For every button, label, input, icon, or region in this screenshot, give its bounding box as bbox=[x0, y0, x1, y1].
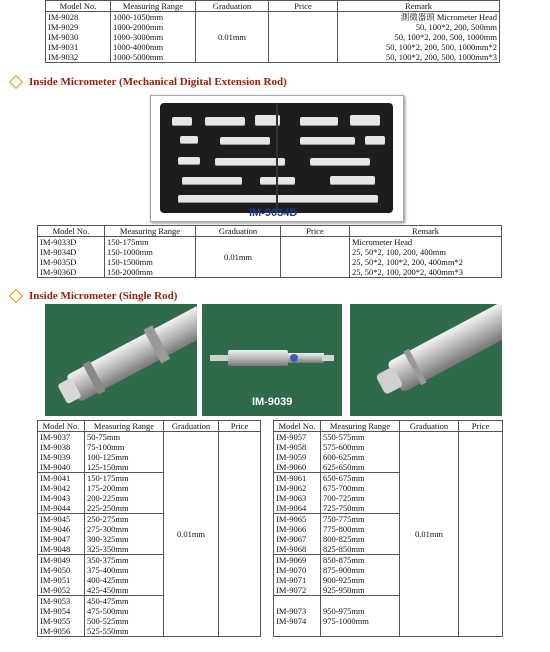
model-no: IM-9028 bbox=[48, 12, 79, 22]
range-value: 175-200mm bbox=[87, 483, 129, 493]
model-group bbox=[274, 555, 321, 596]
photo-caption: IM-9034D bbox=[249, 207, 298, 219]
rod-case-image bbox=[160, 103, 393, 213]
model-no: IM-9048 bbox=[40, 544, 71, 554]
range-value: 800-825mm bbox=[323, 534, 365, 544]
range-value: 250-275mm bbox=[87, 514, 129, 524]
model-no: IM-9074 bbox=[276, 616, 307, 626]
range-value: 225-250mm bbox=[87, 503, 129, 513]
range-value: 375-400mm bbox=[87, 565, 129, 575]
range-value: 1000-4000mm bbox=[113, 42, 164, 52]
range-value: 75-100mm bbox=[87, 442, 125, 452]
remark-value: 50, 100*2, 200, 500mm bbox=[415, 22, 497, 32]
range-group bbox=[85, 473, 164, 514]
range-value: 150-2000mm bbox=[107, 267, 153, 277]
model-no: IM-9042 bbox=[40, 483, 71, 493]
price-cell bbox=[459, 432, 503, 637]
header-measuring-range: Measuring Range bbox=[105, 226, 196, 237]
model-no: IM-9057 bbox=[276, 432, 307, 442]
range-value: 950-975mm bbox=[323, 606, 365, 616]
header-model-no: Model No. bbox=[38, 421, 85, 432]
range-value: 850-875mm bbox=[323, 555, 365, 565]
range-group bbox=[321, 555, 400, 596]
header-price: Price bbox=[219, 421, 261, 432]
remark-list bbox=[338, 12, 500, 63]
section-title-extension-rod bbox=[8, 76, 287, 88]
header-model-no: Model No. bbox=[46, 1, 111, 12]
remark-value: 50, 100*2, 200, 500, 1000mm bbox=[394, 32, 497, 42]
model-no: IM-9047 bbox=[40, 534, 71, 544]
model-group bbox=[274, 596, 321, 637]
model-no: IM-9067 bbox=[276, 534, 307, 544]
range-value: 350-375mm bbox=[87, 555, 129, 565]
extension-rod-spec-table bbox=[37, 225, 502, 278]
range-value: 625-650mm bbox=[323, 462, 365, 472]
range-group bbox=[321, 596, 400, 637]
range-value: 275-300mm bbox=[87, 524, 129, 534]
range-value: 650-675mm bbox=[323, 473, 365, 483]
range-value: 925-950mm bbox=[323, 585, 365, 595]
product-photo-im-9034d bbox=[150, 95, 404, 222]
remark-value: Micrometer Head bbox=[352, 237, 413, 247]
model-no: IM-9039 bbox=[40, 452, 71, 462]
table-header-row bbox=[38, 226, 502, 237]
model-no: IM-9069 bbox=[276, 555, 307, 565]
header-model-no: Model No. bbox=[274, 421, 321, 432]
range-value: 900-925mm bbox=[323, 575, 365, 585]
range-group bbox=[85, 555, 164, 596]
section-title-single-rod bbox=[8, 290, 177, 302]
graduation-value: 0.01mm bbox=[196, 12, 269, 63]
model-no: IM-9064 bbox=[276, 503, 307, 513]
range-value: 700-725mm bbox=[323, 493, 365, 503]
range-value: 150-1500mm bbox=[107, 257, 153, 267]
section-title-text: Inside Micrometer (Single Rod) bbox=[29, 290, 178, 302]
model-no: IM-9060 bbox=[276, 462, 307, 472]
model-list bbox=[46, 12, 111, 63]
header-graduation: Graduation bbox=[164, 421, 219, 432]
model-no: IM-9040 bbox=[40, 462, 71, 472]
header-price: Price bbox=[459, 421, 503, 432]
range-value: 600-625mm bbox=[323, 452, 365, 462]
header-price: Price bbox=[269, 1, 338, 12]
photo-caption: IM-9039 bbox=[252, 396, 293, 408]
range-value: 500-525mm bbox=[87, 616, 129, 626]
header-remark: Remark bbox=[338, 1, 500, 12]
model-no: IM-9059 bbox=[276, 452, 307, 462]
model-no: IM-9073 bbox=[276, 606, 307, 616]
remark-value: 50, 100*2, 200, 500, 1000mm*3 bbox=[386, 52, 497, 62]
range-value: 150-1000mm bbox=[107, 247, 153, 257]
range-list bbox=[105, 237, 196, 278]
product-photo-im-9039 bbox=[202, 304, 342, 416]
model-no: IM-9070 bbox=[276, 565, 307, 575]
model-no: IM-9058 bbox=[276, 442, 307, 452]
header-price: Price bbox=[281, 226, 350, 237]
model-no: IM-9044 bbox=[40, 503, 71, 513]
table-header-row bbox=[46, 1, 500, 12]
model-no: IM-9072 bbox=[276, 585, 307, 595]
model-no: IM-9053 bbox=[40, 596, 71, 606]
range-value: 875-900mm bbox=[323, 565, 365, 575]
single-rod-table-left bbox=[37, 420, 261, 637]
header-graduation: Graduation bbox=[196, 226, 281, 237]
range-group bbox=[321, 432, 400, 473]
product-photo-closeup-right bbox=[350, 304, 502, 416]
model-no: IM-9031 bbox=[48, 42, 79, 52]
range-value: 100-125mm bbox=[87, 452, 129, 462]
product-photo-closeup-left bbox=[45, 304, 197, 416]
model-no: IM-9062 bbox=[276, 483, 307, 493]
model-no: IM-9045 bbox=[40, 514, 71, 524]
remark-list bbox=[350, 237, 502, 278]
model-group bbox=[38, 596, 85, 637]
range-value: 525-550mm bbox=[87, 626, 129, 636]
range-value: 975-1000mm bbox=[323, 616, 369, 626]
diamond-bullet-icon bbox=[9, 289, 23, 303]
range-value: 325-350mm bbox=[87, 544, 129, 554]
remark-value: 25, 50*2, 100, 200*2, 400mm*3 bbox=[352, 267, 463, 277]
model-no: IM-9063 bbox=[276, 493, 307, 503]
model-no: IM-9030 bbox=[48, 32, 79, 42]
range-value: 675-700mm bbox=[323, 483, 365, 493]
range-group bbox=[85, 596, 164, 637]
model-group bbox=[38, 514, 85, 555]
diamond-bullet-icon bbox=[9, 75, 23, 89]
range-value: 300-325mm bbox=[87, 534, 129, 544]
model-no: IM-9038 bbox=[40, 442, 71, 452]
remark-value: 50, 100*2, 200, 500, 1000mm*2 bbox=[386, 42, 497, 52]
model-no: IM-9037 bbox=[40, 432, 71, 442]
range-value: 50-75mm bbox=[87, 432, 121, 442]
model-no: IM-9068 bbox=[276, 544, 307, 554]
range-value: 575-600mm bbox=[323, 442, 365, 452]
header-measuring-range: Measuring Range bbox=[85, 421, 164, 432]
model-group bbox=[274, 514, 321, 555]
header-measuring-range: Measuring Range bbox=[321, 421, 400, 432]
model-no: IM-9061 bbox=[276, 473, 307, 483]
model-group bbox=[274, 432, 321, 473]
range-value: 425-450mm bbox=[87, 585, 129, 595]
model-no: IM-9043 bbox=[40, 493, 71, 503]
range-value: 1000-2000mm bbox=[113, 22, 164, 32]
model-no: IM-9036D bbox=[40, 267, 77, 277]
model-group bbox=[274, 473, 321, 514]
model-no: IM-9033D bbox=[40, 237, 77, 247]
graduation-value: 0.01mm bbox=[196, 237, 281, 278]
model-no: IM-9065 bbox=[276, 514, 307, 524]
model-no: IM-9051 bbox=[40, 575, 71, 585]
model-no: IM-9029 bbox=[48, 22, 79, 32]
model-no: IM-9055 bbox=[40, 616, 71, 626]
table-row bbox=[46, 12, 500, 63]
graduation-value: 0.01mm bbox=[400, 432, 459, 637]
model-no: IM-9066 bbox=[276, 524, 307, 534]
range-value: 200-225mm bbox=[87, 493, 129, 503]
range-list bbox=[111, 12, 196, 63]
table-row bbox=[38, 432, 261, 473]
model-group bbox=[38, 432, 85, 473]
range-value: 550-575mm bbox=[323, 432, 365, 442]
model-group bbox=[38, 473, 85, 514]
remark-value: 測微器頭 Micrometer Head bbox=[400, 12, 497, 22]
range-group bbox=[85, 514, 164, 555]
range-value: 750-775mm bbox=[323, 514, 365, 524]
table-row bbox=[274, 432, 503, 473]
table-header-row bbox=[274, 421, 503, 432]
range-value: 475-500mm bbox=[87, 606, 129, 616]
range-value: 450-475mm bbox=[87, 596, 129, 606]
model-no: IM-9054 bbox=[40, 606, 71, 616]
graduation-value: 0.01mm bbox=[164, 432, 219, 637]
range-value: 150-175mm bbox=[107, 237, 149, 247]
model-no: IM-9034D bbox=[40, 247, 77, 257]
range-value: 825-850mm bbox=[323, 544, 365, 554]
remark-value: 25, 50*2, 100, 200, 400mm bbox=[352, 247, 446, 257]
range-value: 1000-1050mm bbox=[113, 12, 164, 22]
range-group bbox=[321, 473, 400, 514]
price-cell bbox=[219, 432, 261, 637]
model-list bbox=[38, 237, 105, 278]
header-graduation: Graduation bbox=[400, 421, 459, 432]
header-model-no: Model No. bbox=[38, 226, 105, 237]
remark-value: 25, 50*2, 100*2, 200, 400mm*2 bbox=[352, 257, 463, 267]
price-cell bbox=[269, 12, 338, 63]
model-no: IM-9071 bbox=[276, 575, 307, 585]
range-value: 125-150mm bbox=[87, 462, 129, 472]
header-remark: Remark bbox=[350, 226, 502, 237]
model-no: IM-9050 bbox=[40, 565, 71, 575]
model-no: IM-9052 bbox=[40, 585, 71, 595]
range-value: 1000-5000mm bbox=[113, 52, 164, 62]
table-header-row bbox=[38, 421, 261, 432]
single-rod-table-right bbox=[273, 420, 503, 637]
section-title-text: Inside Micrometer (Mechanical Digital Extension Rod) bbox=[29, 76, 287, 88]
header-measuring-range: Measuring Range bbox=[111, 1, 196, 12]
top-spec-table bbox=[45, 0, 500, 63]
model-no: IM-9032 bbox=[48, 52, 79, 62]
model-no: IM-9041 bbox=[40, 473, 71, 483]
range-group bbox=[85, 432, 164, 473]
table-row bbox=[38, 237, 502, 278]
model-no: IM-9046 bbox=[40, 524, 71, 534]
model-no: IM-9056 bbox=[40, 626, 71, 636]
range-value: 725-750mm bbox=[323, 503, 365, 513]
range-value: 400-425mm bbox=[87, 575, 129, 585]
range-value: 775-800mm bbox=[323, 524, 365, 534]
model-no: IM-9035D bbox=[40, 257, 77, 267]
header-graduation: Graduation bbox=[196, 1, 269, 12]
model-group bbox=[38, 555, 85, 596]
range-group bbox=[321, 514, 400, 555]
price-cell bbox=[281, 237, 350, 278]
range-value: 150-175mm bbox=[87, 473, 129, 483]
model-no: IM-9049 bbox=[40, 555, 71, 565]
range-value: 1000-3000mm bbox=[113, 32, 164, 42]
